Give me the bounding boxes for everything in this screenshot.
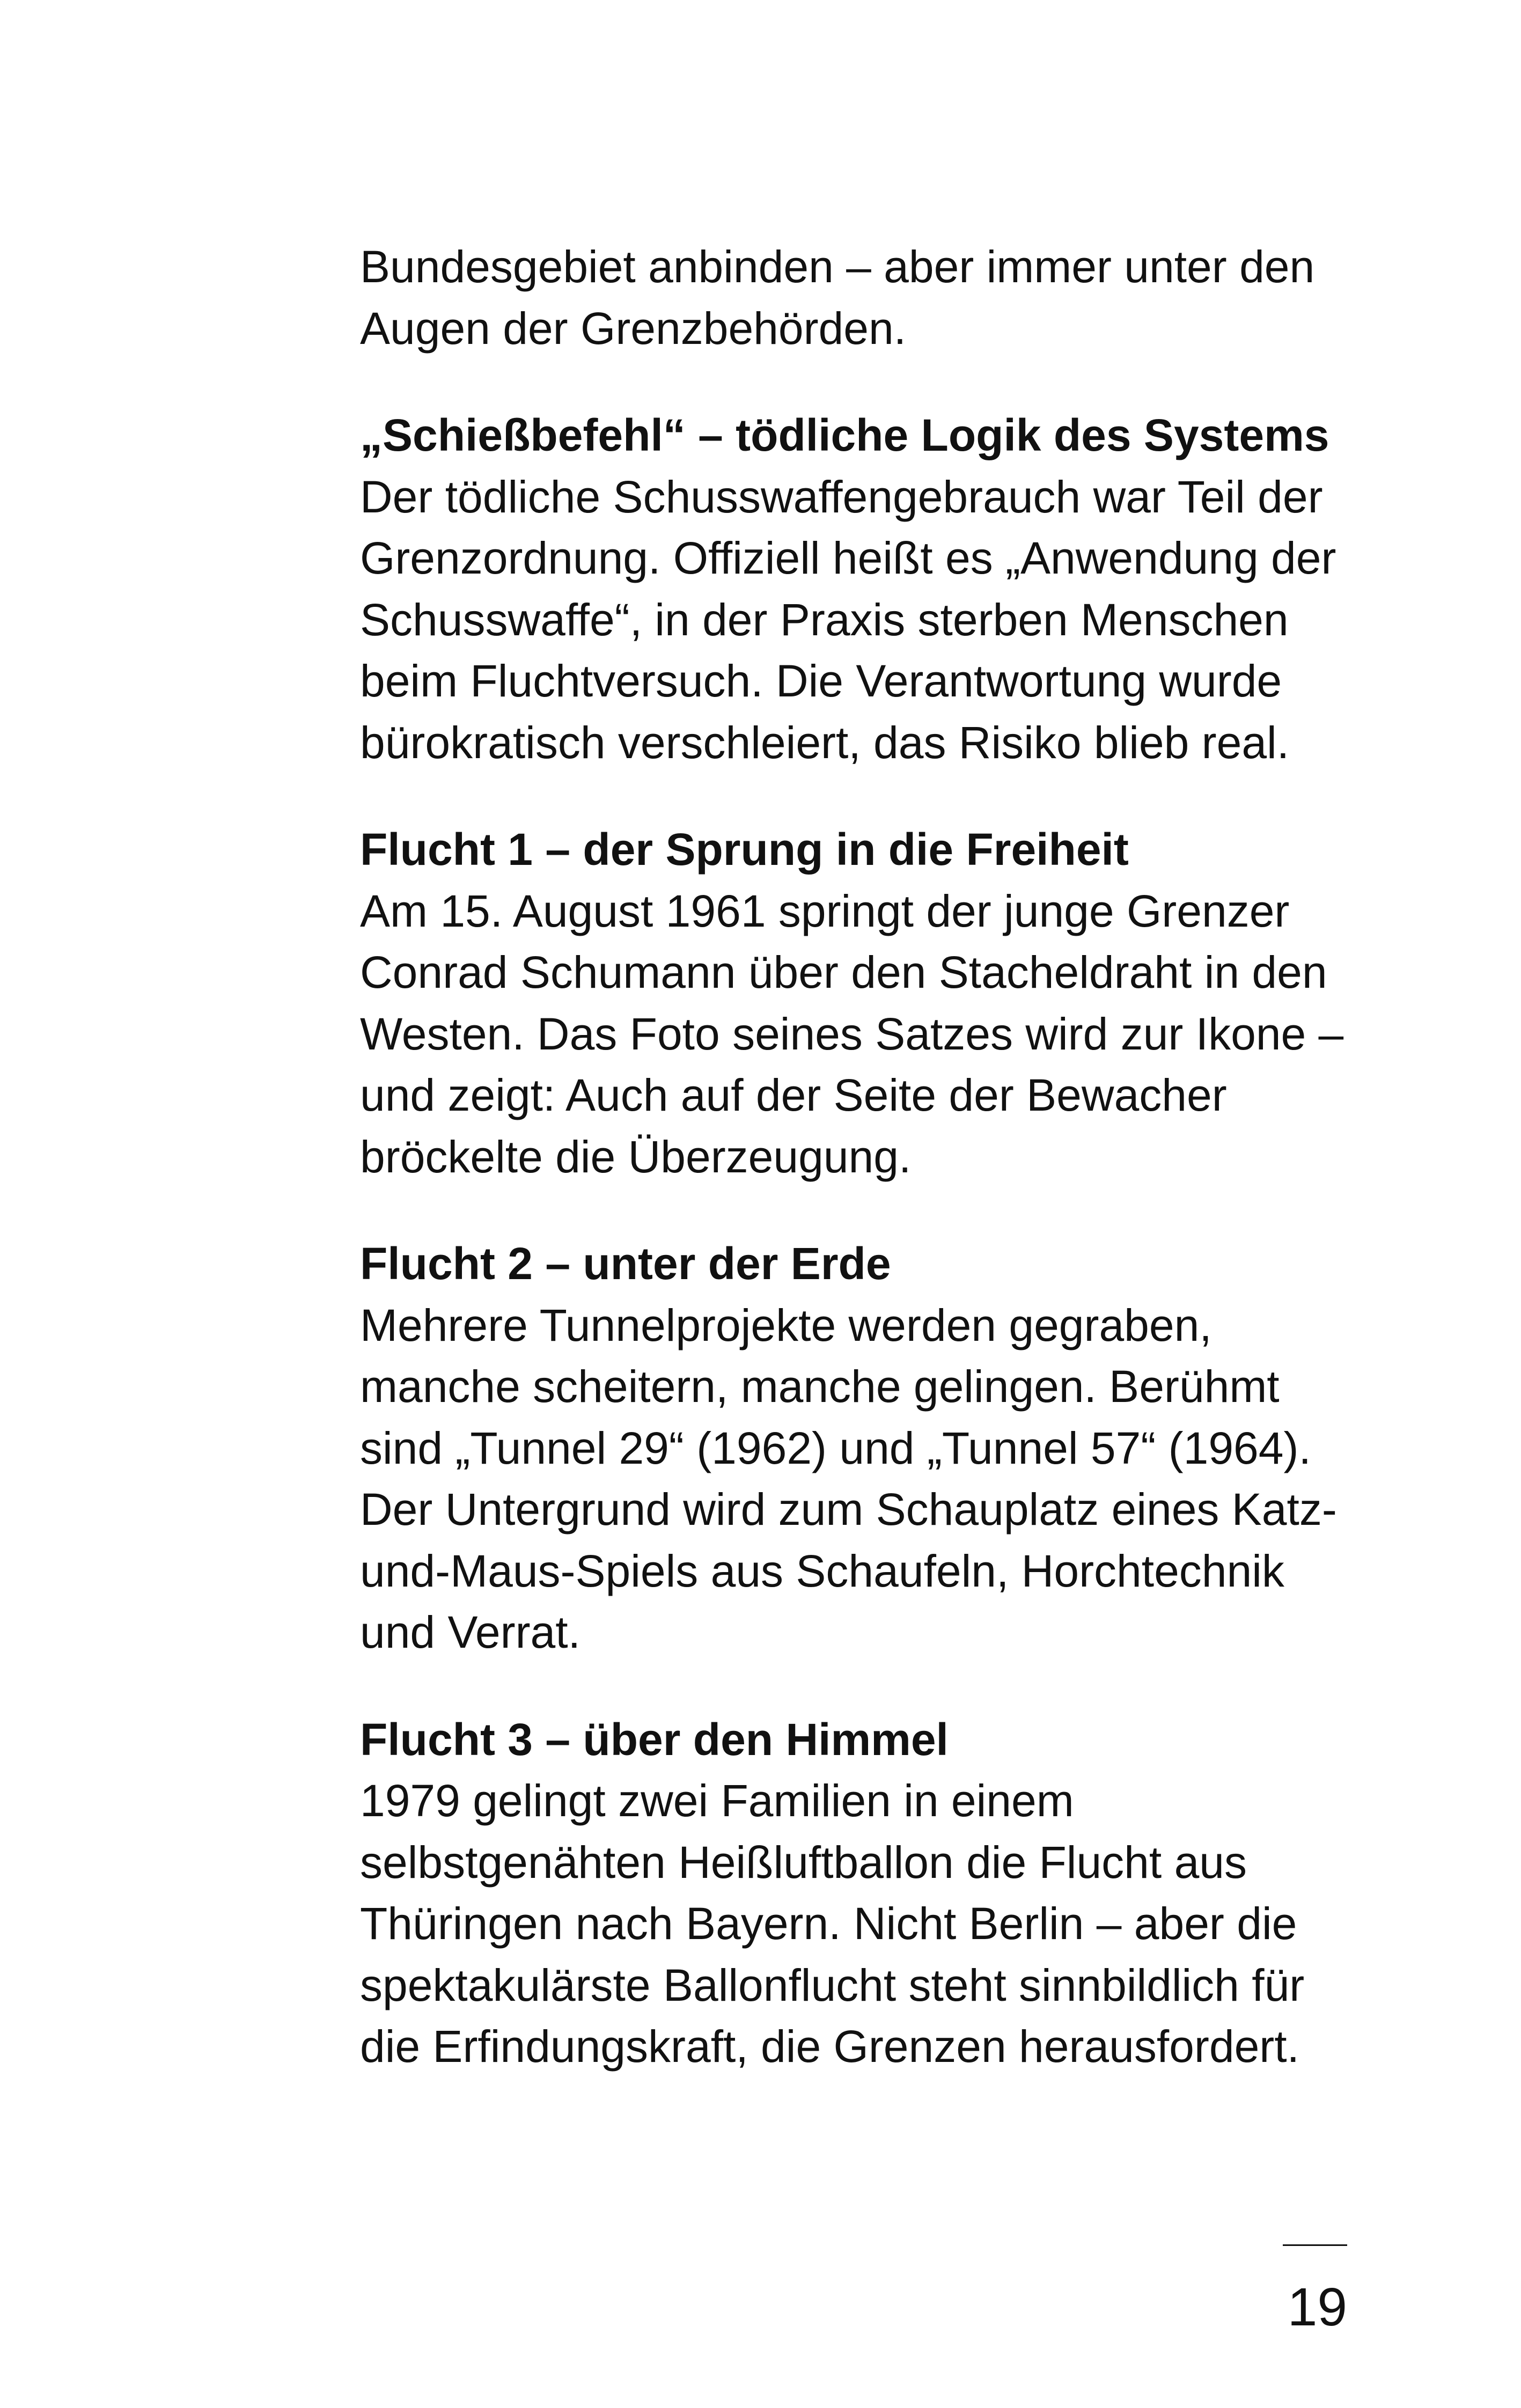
section-heading: Flucht 2 – unter der Erde (360, 1238, 891, 1289)
section-body: Der tödliche Schusswaffengebrauch war Teil der Grenzordnung. Offiziell heißt es „Anwendung der Schusswaffe“, in der Praxis sterben Menschen beim Fluchtversuch. Die Verantwortung wurde bürokratisch verschleiert, das Risiko blieb real. (360, 471, 1336, 768)
intro-paragraph: Bundesgebiet anbinden – aber immer unter den Augen der Grenzbehörden. (360, 241, 1315, 354)
page-content (360, 236, 1369, 2077)
footer-rule (1283, 2244, 1347, 2246)
section-flucht-1 (360, 819, 1369, 1187)
section-heading: Flucht 1 – der Sprung in die Freiheit (360, 824, 1129, 875)
section-body: 1979 gelingt zwei Familien in einem selbstgenähten Heißluftballon die Flucht aus Thüringen nach Bayern. Nicht Berlin – aber die spektakulärste Ballonflucht steht sinnbildlich für die Erfindungskraft, die Grenzen herausfordert. (360, 1775, 1305, 2072)
section-schiessbefehl (360, 405, 1369, 773)
page-number: 19 (1287, 2277, 1347, 2337)
section-body: Am 15. August 1961 springt der junge Grenzer Conrad Schumann über den Stacheldraht in den Westen. Das Foto seines Satzes wird zur Ikone – und zeigt: Auch auf der Seite der Bewacher bröckelte die Überzeugung. (360, 885, 1344, 1182)
section-flucht-2 (360, 1233, 1369, 1663)
section-heading: „Schießbefehl“ – tödliche Logik des Systems (360, 410, 1329, 460)
section-heading: Flucht 3 – über den Himmel (360, 1714, 949, 1765)
section-body: Mehrere Tunnelprojekte werden gegraben, manche scheitern, manche gelingen. Berühmt sind „Tunnel 29“ (1962) und „Tunnel 57“ (1964). Der Untergrund wird zum Schauplatz eines Katz- und-Maus-Spiels aus Schaufeln, Horchtechnik und Verrat. (360, 1300, 1337, 1657)
section-flucht-3 (360, 1709, 1369, 2077)
